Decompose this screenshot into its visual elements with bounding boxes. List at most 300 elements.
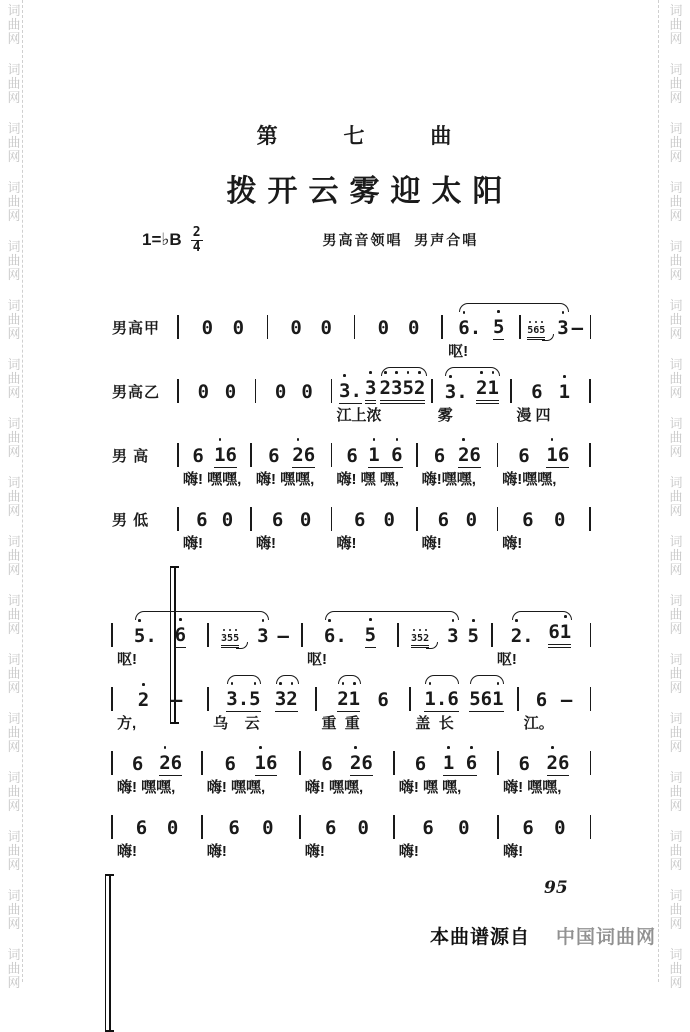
watermark-char: 词 — [669, 121, 683, 136]
note-char: 5 — [539, 325, 546, 336]
note — [493, 315, 504, 340]
note-char: 3 — [257, 625, 269, 647]
watermark-char: 曲 — [7, 666, 21, 681]
page-number: 95 — [544, 878, 568, 898]
note — [324, 624, 347, 648]
note — [365, 623, 376, 648]
slur — [470, 675, 504, 684]
watermark-char: 网 — [7, 739, 21, 754]
note-char: 5 — [417, 633, 424, 644]
note — [350, 751, 373, 776]
lyric: 嗨! 嘿嘿, — [255, 471, 315, 488]
note-digits — [443, 751, 477, 776]
music-system — [112, 302, 590, 554]
measure — [410, 686, 518, 712]
lyric — [256, 404, 332, 426]
measure — [251, 506, 332, 532]
note-char: 0 — [197, 381, 210, 403]
watermark-char: 词 — [669, 475, 683, 490]
note — [320, 316, 331, 340]
measure — [208, 622, 302, 648]
slur — [338, 675, 361, 684]
note-char: 0 — [554, 817, 566, 839]
barline — [409, 687, 411, 711]
lyric: 嗨! 嘿嘿, — [304, 779, 364, 796]
lyric-row — [178, 404, 590, 426]
note-digits — [445, 380, 468, 404]
note-char: 0 — [377, 317, 390, 339]
note-char: 1 — [546, 444, 558, 466]
note-char: 6 — [268, 445, 280, 467]
note-digits — [466, 508, 477, 532]
barline — [267, 315, 269, 339]
measure — [251, 442, 332, 468]
watermark-char: 曲 — [669, 784, 683, 799]
note — [272, 508, 283, 532]
note — [159, 751, 182, 776]
note — [422, 816, 433, 840]
note-char: 6 — [535, 689, 548, 711]
watermark-char: 词 — [7, 416, 21, 431]
note-digits — [268, 444, 279, 468]
measure — [178, 506, 251, 532]
note-digits — [257, 624, 268, 648]
note-digits — [447, 624, 458, 648]
note — [546, 443, 569, 468]
note-char: 1 — [492, 688, 504, 710]
lyric: 嗨! — [398, 843, 419, 860]
note — [458, 443, 481, 468]
left-margin-dashed-line — [22, 0, 23, 982]
note — [518, 444, 529, 468]
note-char: 6 — [480, 688, 493, 710]
note-digits — [321, 752, 332, 776]
barline — [590, 623, 592, 647]
barline — [431, 379, 433, 403]
note — [365, 376, 376, 404]
note-digits — [434, 444, 445, 468]
watermark-char: 曲 — [7, 135, 21, 150]
barline — [590, 815, 592, 839]
note-char: 6 — [377, 689, 389, 711]
watermark-char: 词 — [7, 239, 21, 254]
note-char: . — [456, 381, 468, 403]
note — [476, 376, 499, 404]
staff-line — [112, 738, 590, 798]
barline — [177, 507, 179, 531]
lyric: 呕! — [496, 651, 517, 668]
watermark-char: 词 — [7, 298, 21, 313]
note — [522, 508, 533, 532]
note-row — [112, 802, 590, 840]
barline — [301, 623, 303, 647]
watermark-group — [665, 417, 687, 476]
note-char: 3 — [411, 633, 418, 644]
note — [138, 688, 149, 712]
note-digits — [138, 688, 149, 712]
watermark-char: 词 — [7, 357, 21, 372]
barline — [416, 507, 418, 531]
watermark-char: 曲 — [669, 725, 683, 740]
source-row — [112, 922, 656, 949]
watermark-char: 曲 — [7, 17, 21, 32]
watermark-char: 曲 — [669, 17, 683, 32]
lyric: 雾 — [437, 407, 453, 424]
staff — [178, 430, 590, 490]
watermark-char: 网 — [7, 31, 21, 46]
slur — [512, 611, 572, 620]
note-char: 6 — [323, 625, 336, 647]
watermark-char: 曲 — [669, 76, 683, 91]
note — [198, 380, 209, 404]
note-char: . — [350, 380, 362, 402]
note-char: 6 — [518, 753, 530, 775]
measure — [498, 750, 590, 776]
note-digits — [380, 376, 426, 404]
note-char: 6 — [353, 509, 366, 531]
note — [354, 508, 365, 532]
note-char: 0 — [357, 817, 369, 839]
lyric: 江上浓 — [336, 407, 382, 424]
measure — [316, 686, 410, 712]
note — [325, 816, 336, 840]
barline — [590, 687, 592, 711]
watermark-char: 曲 — [7, 725, 21, 740]
watermark-char: 词 — [7, 829, 21, 844]
watermark-char: 曲 — [669, 135, 683, 150]
slur — [445, 367, 500, 376]
note-char: 2 — [159, 752, 171, 774]
barline — [255, 379, 257, 403]
note-char: 2 — [510, 625, 523, 647]
page-content — [112, 0, 656, 949]
note — [192, 444, 203, 468]
note-digits — [358, 816, 369, 840]
note — [257, 624, 268, 648]
staff-line — [112, 674, 590, 734]
note-char: 0 — [290, 317, 302, 339]
note-char: 0 — [299, 509, 312, 531]
note-digits — [548, 620, 571, 648]
note — [228, 816, 239, 840]
key-text: 1=♭B — [142, 230, 182, 249]
note-digits — [518, 444, 529, 468]
note-char: . — [145, 625, 157, 647]
note — [202, 316, 213, 340]
lyric: 呕! — [117, 651, 137, 668]
watermark-char: 词 — [7, 652, 21, 667]
lyric: 呕! — [306, 651, 327, 668]
note — [226, 687, 260, 712]
lyric: 嗨! — [183, 535, 203, 552]
watermark-char: 词 — [669, 416, 683, 431]
note-char: 6 — [174, 624, 187, 646]
lyric: 嗨! — [255, 535, 276, 552]
staff — [178, 494, 590, 554]
note — [511, 624, 534, 648]
staff-line — [112, 366, 590, 426]
barline — [393, 751, 395, 775]
watermark-char: 网 — [669, 208, 683, 223]
watermark-char: 曲 — [7, 784, 21, 799]
note-char: . — [469, 317, 482, 339]
barline — [416, 443, 418, 467]
note-char: 6 — [558, 752, 570, 774]
barline — [354, 315, 356, 339]
watermark-right-column — [665, 3, 687, 990]
note-char: 0 — [262, 817, 274, 839]
staff — [112, 610, 590, 670]
note-char: 5 — [133, 625, 146, 647]
part-label: 男高甲 — [112, 320, 161, 337]
watermark-char: 词 — [669, 652, 683, 667]
barline — [393, 815, 395, 839]
barline — [331, 379, 333, 403]
lyric: 嗨! — [502, 535, 523, 552]
note-char: 0 — [320, 317, 332, 339]
watermark-char: 网 — [669, 267, 683, 282]
note — [559, 380, 570, 404]
note-digits — [547, 751, 570, 776]
note-char: 0 — [301, 381, 313, 403]
note-char: 6 — [196, 509, 208, 531]
note-char: 6 — [131, 753, 144, 775]
note — [262, 816, 273, 840]
lyric: 嗨! — [304, 843, 325, 860]
watermark-char: 曲 — [7, 961, 21, 976]
note — [557, 316, 568, 340]
note — [225, 752, 236, 776]
watermark-char: 词 — [7, 593, 21, 608]
note-digits — [278, 624, 289, 648]
watermark-char: 词 — [669, 357, 683, 372]
note-char: 1 — [559, 621, 572, 643]
watermark-char: 曲 — [7, 548, 21, 563]
note-digits — [262, 816, 273, 840]
note-char: 6 — [266, 752, 278, 774]
note — [346, 444, 357, 468]
barline — [331, 507, 333, 531]
note-char: 1 — [487, 377, 499, 399]
barline — [497, 443, 499, 467]
note-char: 2 — [292, 444, 304, 466]
lyric: 嗨! — [117, 843, 137, 860]
note — [458, 816, 469, 840]
note-digits — [383, 508, 394, 532]
measure — [178, 314, 268, 340]
lyric: 嗨!嘿嘿, — [502, 471, 557, 488]
watermark-char: 网 — [669, 562, 683, 577]
note — [171, 688, 182, 712]
note-char: 3 — [391, 377, 403, 399]
staff-line — [112, 494, 590, 554]
barline — [589, 507, 591, 531]
watermark-char: 网 — [7, 385, 21, 400]
barline — [177, 443, 179, 467]
note-char: 6 — [469, 444, 481, 466]
barline — [491, 623, 493, 647]
barline — [331, 443, 333, 467]
watermark-group — [665, 535, 687, 594]
barline — [441, 315, 443, 339]
watermark-group — [665, 181, 687, 240]
note-row — [178, 366, 590, 404]
watermark-char: 曲 — [669, 371, 683, 386]
watermark-char: 网 — [7, 916, 21, 931]
barline — [519, 315, 521, 339]
note-digits — [365, 376, 376, 404]
note-char: 6 — [447, 688, 459, 710]
barline — [177, 315, 179, 339]
note — [445, 380, 468, 404]
lyric: 嗨! 嘿嘿, — [183, 471, 242, 488]
measure — [394, 750, 498, 776]
barline — [250, 507, 252, 531]
measure — [112, 814, 202, 840]
note-char: 6 — [437, 509, 450, 531]
watermark-char: 词 — [669, 829, 683, 844]
barline — [590, 751, 592, 775]
note — [321, 752, 332, 776]
watermark-char: 曲 — [7, 253, 21, 268]
note-char: 2 — [379, 377, 391, 399]
barline — [299, 815, 301, 839]
watermark-char: 词 — [7, 770, 21, 785]
watermark-char: 网 — [7, 326, 21, 341]
note-char — [454, 751, 465, 775]
note-digits — [422, 816, 433, 840]
note — [132, 752, 143, 776]
note — [519, 752, 530, 776]
music-notation — [112, 302, 590, 862]
note — [222, 508, 233, 532]
note-digits — [320, 316, 331, 340]
watermark-char: 网 — [7, 267, 21, 282]
watermark-char: 网 — [7, 149, 21, 164]
note-char: 6 — [224, 753, 236, 775]
watermark-char: 曲 — [7, 607, 21, 622]
note — [275, 687, 298, 712]
note-char: 2 — [423, 633, 430, 644]
measure — [498, 814, 590, 840]
lyric: 嗨! 嘿嘿, — [503, 779, 562, 796]
barline — [590, 315, 592, 339]
watermark-char: 网 — [669, 385, 683, 400]
note-digits — [554, 508, 565, 532]
note-digits — [554, 816, 565, 840]
note — [561, 688, 572, 712]
note-digits — [469, 687, 503, 712]
barline — [497, 507, 499, 531]
watermark-char: 网 — [7, 857, 21, 872]
note-digits — [493, 315, 504, 340]
lyric-row — [178, 468, 590, 490]
watermark-char: 词 — [7, 711, 21, 726]
watermark-char: 词 — [669, 180, 683, 195]
watermark-group — [665, 948, 687, 1007]
note-char: . — [335, 625, 347, 647]
measure — [332, 378, 433, 404]
note-digits — [337, 687, 360, 712]
barline — [201, 751, 203, 775]
watermark-char: 曲 — [669, 489, 683, 504]
note — [408, 316, 419, 340]
note-char: 6 — [391, 444, 403, 466]
note-char: 1 — [442, 752, 455, 774]
watermark-char: 词 — [7, 180, 21, 195]
watermark-group — [665, 240, 687, 299]
note-digits — [476, 376, 499, 404]
note-digits — [519, 752, 530, 776]
note-char: . — [522, 625, 534, 647]
note-digits — [225, 752, 236, 776]
note-char: 3 — [339, 380, 351, 402]
barline — [299, 751, 301, 775]
note-row — [112, 738, 590, 776]
barline — [589, 443, 591, 467]
note — [572, 316, 583, 340]
barline — [497, 751, 499, 775]
note-char: 1 — [214, 444, 226, 466]
note-digits — [522, 508, 533, 532]
lyric — [268, 340, 355, 362]
barline — [497, 815, 499, 839]
note — [134, 624, 157, 648]
note-char: 3 — [226, 688, 238, 710]
note — [469, 687, 503, 712]
watermark-char: 网 — [7, 444, 21, 459]
note — [290, 316, 301, 340]
note-char: 2 — [286, 688, 298, 710]
measure — [112, 750, 202, 776]
note — [466, 508, 477, 532]
note — [339, 379, 362, 404]
note-digits — [275, 380, 286, 404]
lyric-row — [178, 532, 590, 554]
measure — [112, 622, 208, 648]
note-char: 3 — [557, 317, 569, 339]
lyric: 嗨! 嘿嘿, — [117, 779, 176, 796]
note-char: — — [571, 317, 584, 339]
barline — [589, 379, 591, 403]
note — [358, 816, 369, 840]
note-char: 3 — [447, 625, 459, 647]
note-char: 5 — [233, 633, 240, 644]
note-digits — [531, 380, 542, 404]
measure — [492, 622, 590, 648]
note — [268, 444, 279, 468]
barline — [315, 687, 317, 711]
measure — [398, 622, 492, 648]
note-char: 0 — [274, 381, 287, 403]
watermark-char: 词 — [7, 121, 21, 136]
watermark-group — [665, 299, 687, 358]
slur — [276, 675, 299, 684]
lyric-row — [112, 776, 590, 798]
note-digits — [134, 624, 157, 648]
note-digits — [225, 380, 236, 404]
note-digits — [458, 316, 481, 340]
note-digits — [324, 624, 347, 648]
note-digits — [527, 325, 545, 340]
lyric-row — [112, 840, 590, 862]
watermark-char: 曲 — [7, 430, 21, 445]
note-digits — [339, 379, 362, 404]
note-digits — [458, 816, 469, 840]
measure — [498, 442, 590, 468]
note-char: 6 — [531, 381, 543, 403]
note-digits — [196, 508, 207, 532]
